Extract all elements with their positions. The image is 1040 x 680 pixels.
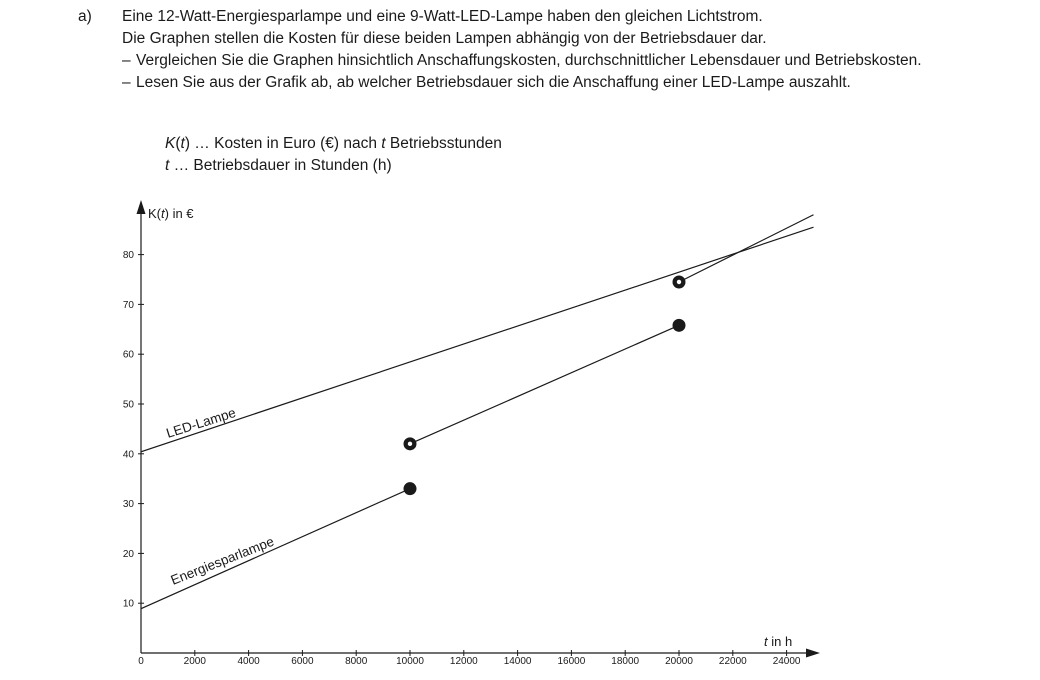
task-letter: a) bbox=[78, 8, 92, 25]
k-rest: ) … Kosten in Euro (€) nach bbox=[184, 135, 382, 152]
y-tick-label: 10 bbox=[122, 598, 134, 610]
x-axis-label: t in h bbox=[764, 634, 793, 649]
bullet-1-text: Vergleichen Sie die Graphen hinsichtlich Anschaffungskosten, durchschnittlicher Lebensdauer und Betriebskosten. bbox=[136, 52, 922, 69]
chart-points bbox=[404, 275, 686, 495]
x-tick-label: 6000 bbox=[291, 656, 314, 667]
series-line-energiesparlampe bbox=[679, 215, 814, 282]
chart-ticks bbox=[123, 250, 801, 667]
k-tail: Betriebsstunden bbox=[385, 135, 502, 152]
k-arg-open: ( bbox=[175, 135, 181, 152]
y-tick-label: 60 bbox=[122, 349, 134, 361]
x-tick-label: 12000 bbox=[449, 656, 478, 667]
x-tick-label: 2000 bbox=[183, 656, 206, 667]
t-rest: … Betriebsdauer in Stunden (h) bbox=[169, 157, 392, 174]
x-tick-label: 8000 bbox=[345, 656, 368, 667]
task-intro-line-1: Eine 12-Watt-Energiesparlampe und eine 9-Watt-LED-Lampe haben den gleichen Lichtstrom. bbox=[122, 8, 763, 25]
x-tick-label: 22000 bbox=[718, 656, 747, 667]
x-tick-label: 16000 bbox=[557, 656, 586, 667]
y-axis-arrow bbox=[137, 200, 146, 214]
k-arg: t bbox=[180, 135, 185, 152]
x-tick-label: 14000 bbox=[503, 656, 532, 667]
x-tick-label: 10000 bbox=[396, 656, 424, 667]
x-tick-label: 24000 bbox=[772, 656, 801, 667]
series-line-energiesparlampe bbox=[141, 489, 410, 609]
data-point-open-center bbox=[677, 280, 681, 284]
series-label-energiesparlampe: Energiesparlampe bbox=[168, 533, 277, 588]
series-line-energiesparlampe bbox=[410, 325, 679, 444]
k-symbol: K bbox=[165, 135, 176, 152]
y-tick-label: 30 bbox=[122, 499, 134, 511]
x-tick-label: 18000 bbox=[611, 656, 640, 667]
bullet-2-text: Lesen Sie aus der Grafik ab, ab welcher Betriebsdauer sich die Anschaffung einer LED-Lampe auszahlt. bbox=[136, 74, 851, 91]
chart-axes bbox=[137, 200, 821, 658]
bullet-dash: – bbox=[122, 74, 131, 91]
y-tick-label: 70 bbox=[122, 299, 134, 311]
task-intro-line-2: Die Graphen stellen die Kosten für diese beiden Lampen abhängig von der Betriebsdauer dar. bbox=[122, 30, 767, 47]
k-var: t bbox=[381, 135, 386, 152]
x-axis-arrow bbox=[806, 649, 820, 658]
data-point-filled bbox=[673, 319, 686, 332]
data-point-open-center bbox=[408, 442, 412, 446]
t-var: t bbox=[165, 157, 170, 174]
bullet-dash: – bbox=[122, 52, 131, 69]
y-axis-label: K(t) in € bbox=[148, 206, 194, 221]
series-label-led-lampe: LED-Lampe bbox=[164, 404, 238, 441]
y-tick-label: 40 bbox=[122, 449, 134, 461]
y-tick-label: 50 bbox=[122, 399, 134, 411]
data-point-filled bbox=[404, 482, 417, 495]
x-tick-label: 0 bbox=[138, 656, 144, 667]
chart-labels bbox=[148, 206, 792, 649]
y-tick-label: 80 bbox=[122, 250, 134, 262]
x-tick-label: 4000 bbox=[237, 656, 260, 667]
series-line-led-lampe bbox=[141, 227, 814, 452]
y-tick-label: 20 bbox=[122, 548, 134, 560]
x-tick-label: 20000 bbox=[665, 656, 693, 667]
